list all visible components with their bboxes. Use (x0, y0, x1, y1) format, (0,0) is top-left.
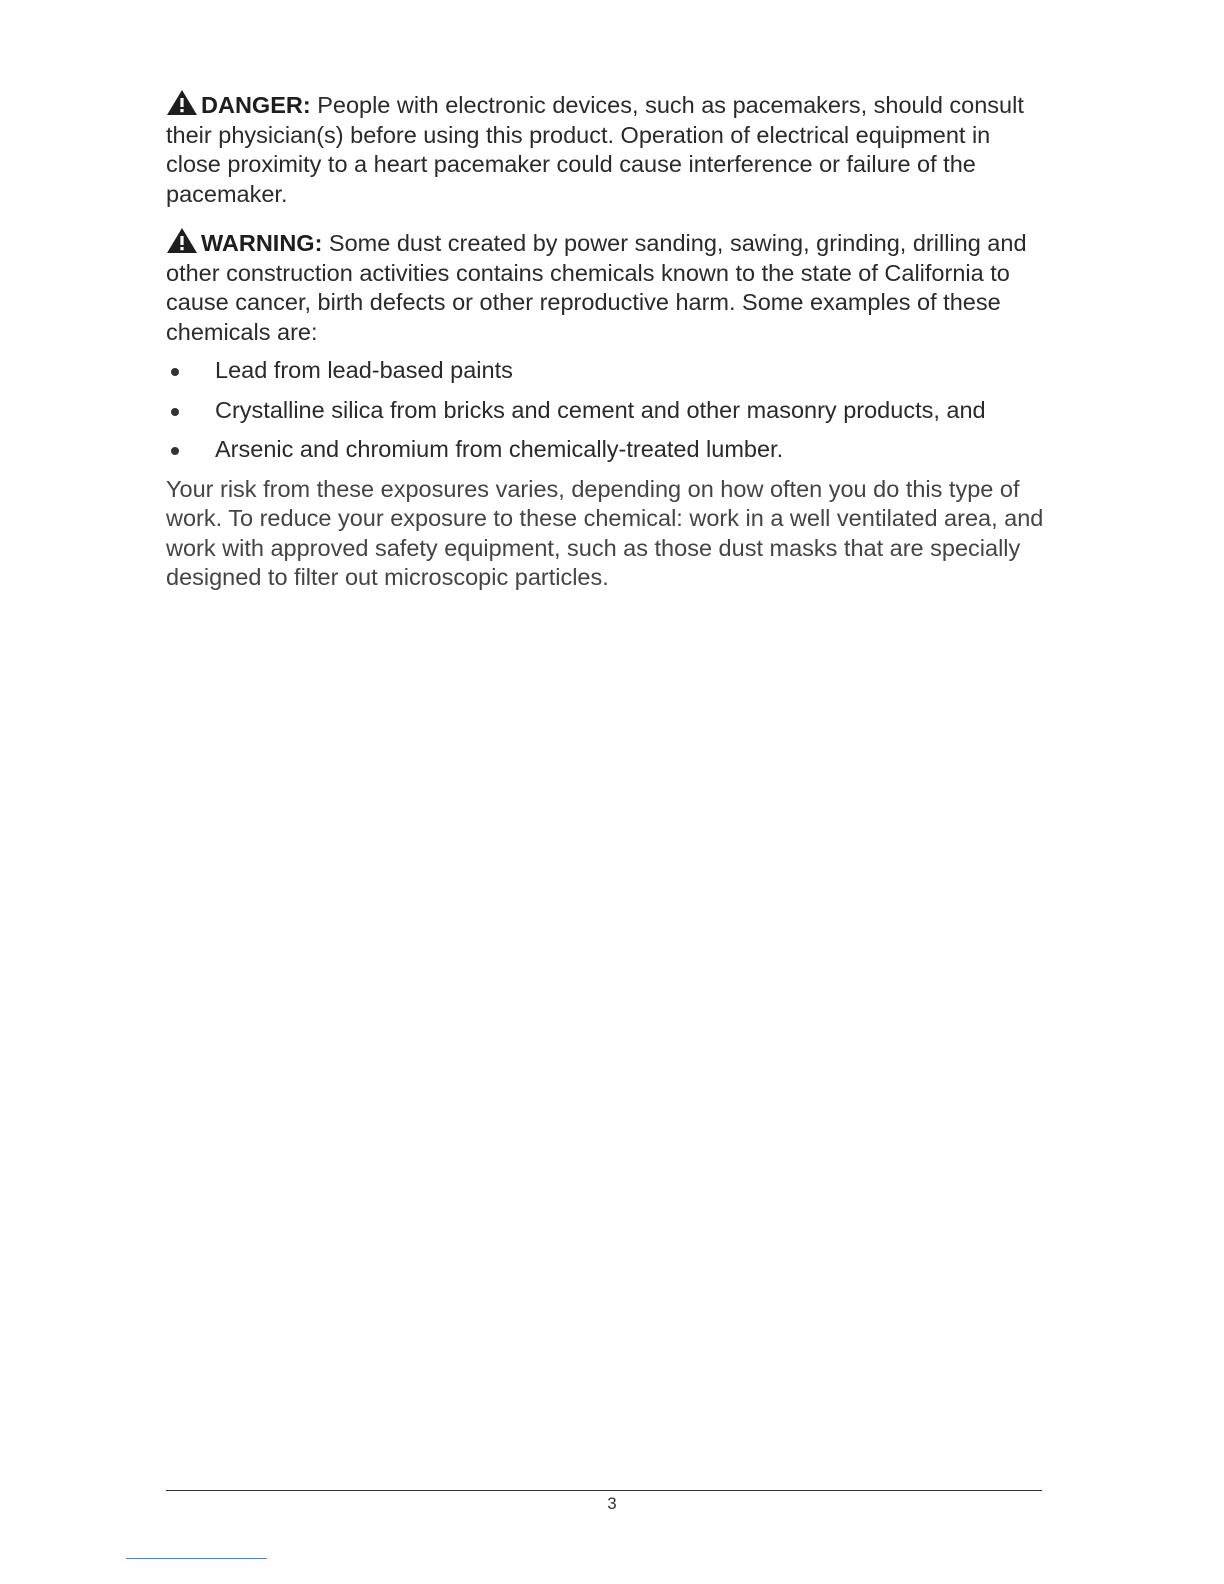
warning-label: WARNING: (201, 230, 323, 256)
warning-triangle-icon (166, 89, 198, 116)
bullet-icon (171, 368, 179, 376)
page-content (166, 89, 1046, 593)
bullet-icon (171, 447, 179, 455)
footer-divider (166, 1490, 1042, 1491)
bullet-icon (171, 408, 179, 416)
list-item-text: Lead from lead-based paints (215, 357, 513, 383)
warning-triangle-icon (166, 227, 198, 254)
list-item (166, 356, 1046, 386)
warning-text: Some dust created by power sanding, sawing, grinding, drilling and other construction activities contains chemicals known to the state of California to cause cancer, birth defects or other reproductive harm. Some examples of these chemicals are: (166, 230, 1027, 345)
list-item-text: Arsenic and chromium from chemically-treated lumber. (215, 436, 784, 462)
corner-rule (126, 1558, 267, 1559)
page-number: 3 (607, 1494, 617, 1513)
danger-notice (166, 89, 1046, 209)
danger-label: DANGER: (201, 92, 311, 118)
list-item (166, 396, 1046, 426)
list-item-text: Crystalline silica from bricks and cement and other masonry products, and (215, 396, 986, 423)
chemical-examples-list (166, 356, 1046, 465)
warning-notice (166, 227, 1046, 347)
list-item (166, 435, 1046, 465)
danger-text: People with electronic devices, such as pacemakers, should consult their physician(s) before using this product. Operation of electrical equipment in close proximity to a heart pacemaker could cause interference or failure of the pacemaker. (166, 92, 1024, 207)
exposure-risk-paragraph: Your risk from these exposures varies, depending on how often you do this type of work. To reduce your exposure to these chemical: work in a well ventilated area, and work with approved safety equipment, such as those dust masks that are specially designed to filter out microscopic particles. (166, 475, 1044, 590)
